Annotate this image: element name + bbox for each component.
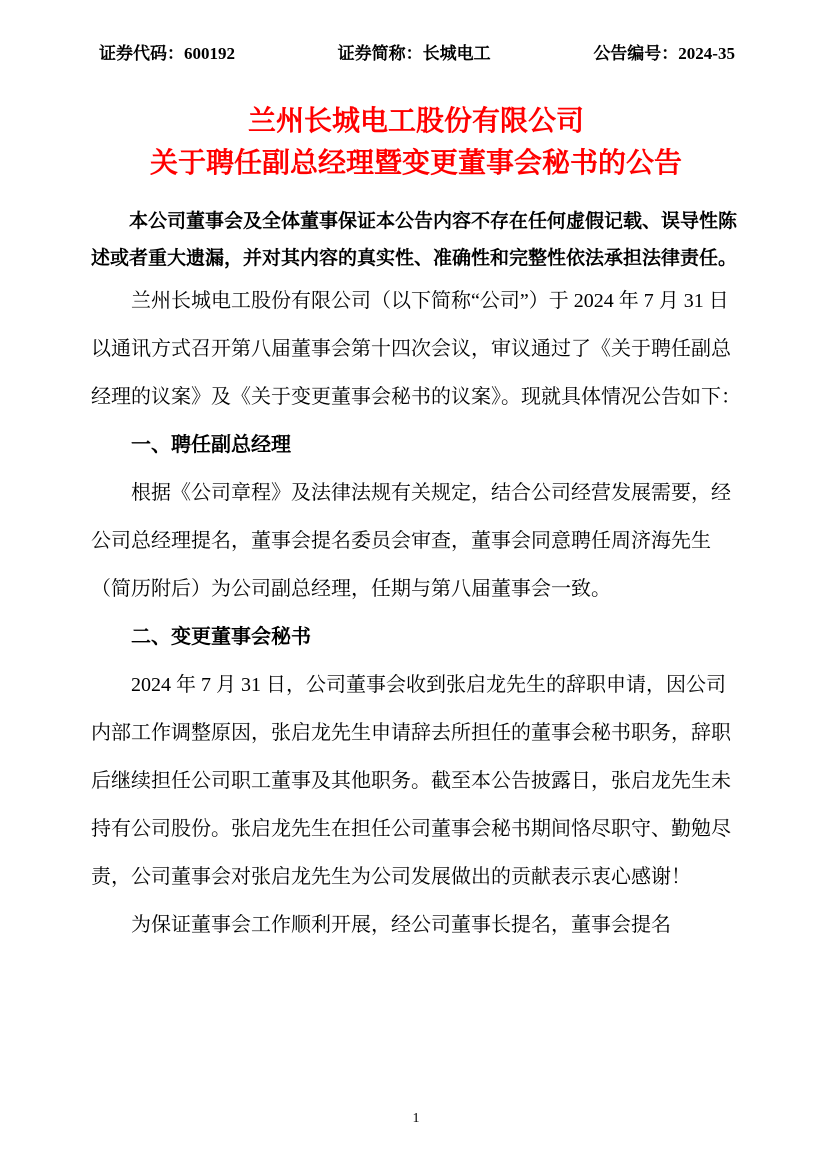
stock-code-label: 证券代码：600192 xyxy=(99,44,235,63)
page-number: 1 xyxy=(412,1111,420,1126)
section-1-paragraph: 根据《公司章程》及法律法规有关规定，结合公司经营发展需要，经公司总经理提名，董事会提名委员会审查，董事会同意聘任周济海先生（简历附后）为公司副总经理，任期与第八届董事会一致。 xyxy=(91,482,731,600)
stock-abbr-label: 证券简称：长城电工 xyxy=(337,44,491,63)
section-2-paragraph: 2024 年 7 月 31 日，公司董事会收到张启龙先生的辞职申请，因公司内部工作调整原因，张启龙先生申请辞去所担任的董事会秘书职务，辞职后继续担任公司职工董事及其他职务。截至本公告披露日，张启龙先生未持有公司股份。张启龙先生在担任公司董事会秘书期间恪尽职守、勤勉尽责，公司董事会对张启龙先生为公司发展做出的贡献表示衷心感谢！ xyxy=(91,674,731,888)
section-2-heading: 二、变更董事会秘书 xyxy=(131,626,311,648)
document-header-row xyxy=(0,0,832,64)
document-body xyxy=(91,277,741,949)
announcement-subject-title: 关于聘任副总经理暨变更董事会秘书的公告 xyxy=(149,148,682,179)
board-disclaimer-paragraph: 本公司董事会及全体董事保证本公告内容不存在任何虚假记载、误导性陈述或者重大遗漏，并对其内容的真实性、准确性和完整性依法承担法律责任。 xyxy=(91,211,738,269)
announcement-number-label: 公告编号：2024-35 xyxy=(593,44,735,63)
section-1-heading: 一、聘任副总经理 xyxy=(131,434,291,456)
continuation-paragraph: 为保证董事会工作顺利开展，经公司董事长提名，董事会提名 xyxy=(131,914,671,936)
intro-paragraph: 兰州长城电工股份有限公司（以下简称“公司”）于 2024 年 7 月 31 日以通讯方式召开第八届董事会第十四次会议，审议通过了《关于聘任副总经理的议案》及《关于变更董事会秘书的议案》。现就具体情况公告如下： xyxy=(91,290,741,408)
company-name-title: 兰州长城电工股份有限公司 xyxy=(247,106,584,137)
